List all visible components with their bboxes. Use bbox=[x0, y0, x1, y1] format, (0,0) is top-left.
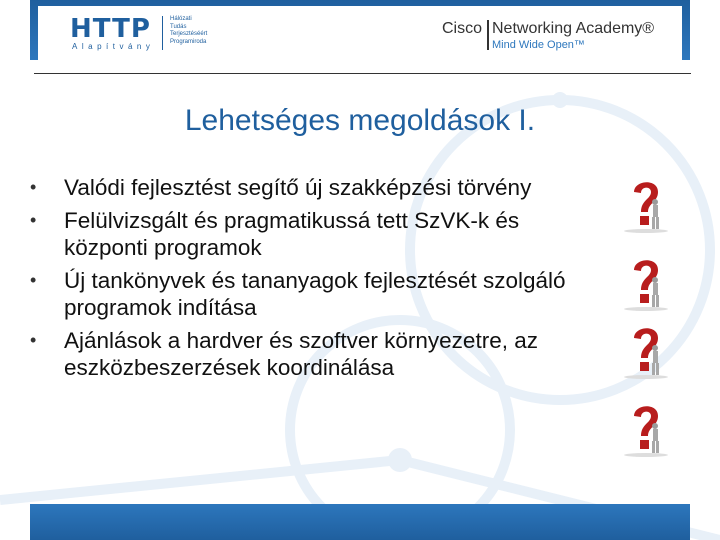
cisco-brand: Cisco bbox=[442, 20, 483, 37]
http-logo-word: HTTP bbox=[70, 14, 151, 44]
cisco-academy-logo bbox=[442, 18, 662, 54]
question-mark-figure-icon bbox=[622, 176, 670, 234]
bullet-item: • Ajánlások a hardver és szoftver környezetre, az eszközbeszerzések koordinálása bbox=[26, 327, 606, 381]
http-desc-line: Tudás bbox=[170, 23, 187, 30]
bullet-item: • Felülvizsgált és pragmatikussá tett SzVK-k és központi programok bbox=[26, 207, 606, 261]
bullet-item: • Valódi fejlesztést segítő új szakképzési törvény bbox=[26, 174, 606, 201]
question-mark-figure-icon bbox=[622, 322, 670, 380]
cisco-logo-divider bbox=[487, 20, 489, 50]
http-desc-line: Programiroda bbox=[170, 38, 207, 45]
http-logo-subtitle: Alapítvány bbox=[72, 42, 155, 51]
header-rule bbox=[34, 73, 691, 74]
cisco-academy-name: Networking Academy® bbox=[492, 20, 655, 37]
bullet-list bbox=[26, 174, 606, 387]
bullet-item: • Új tankönyvek és tananyagok fejlesztését szolgáló programok indítása bbox=[26, 267, 606, 321]
http-logo-description bbox=[170, 16, 207, 46]
question-mark-figure-icon bbox=[622, 254, 670, 312]
cisco-tagline: Mind Wide Open™ bbox=[492, 39, 585, 51]
http-desc-line: Terjesztéséért bbox=[170, 31, 208, 37]
http-logo-divider bbox=[162, 16, 163, 50]
question-mark-figure-icon bbox=[622, 400, 670, 458]
footer-band bbox=[30, 504, 690, 540]
http-desc-line: Hálózati bbox=[170, 16, 192, 22]
slide-title: Lehetséges megoldások I. bbox=[184, 104, 536, 137]
http-foundation-logo bbox=[70, 14, 230, 54]
